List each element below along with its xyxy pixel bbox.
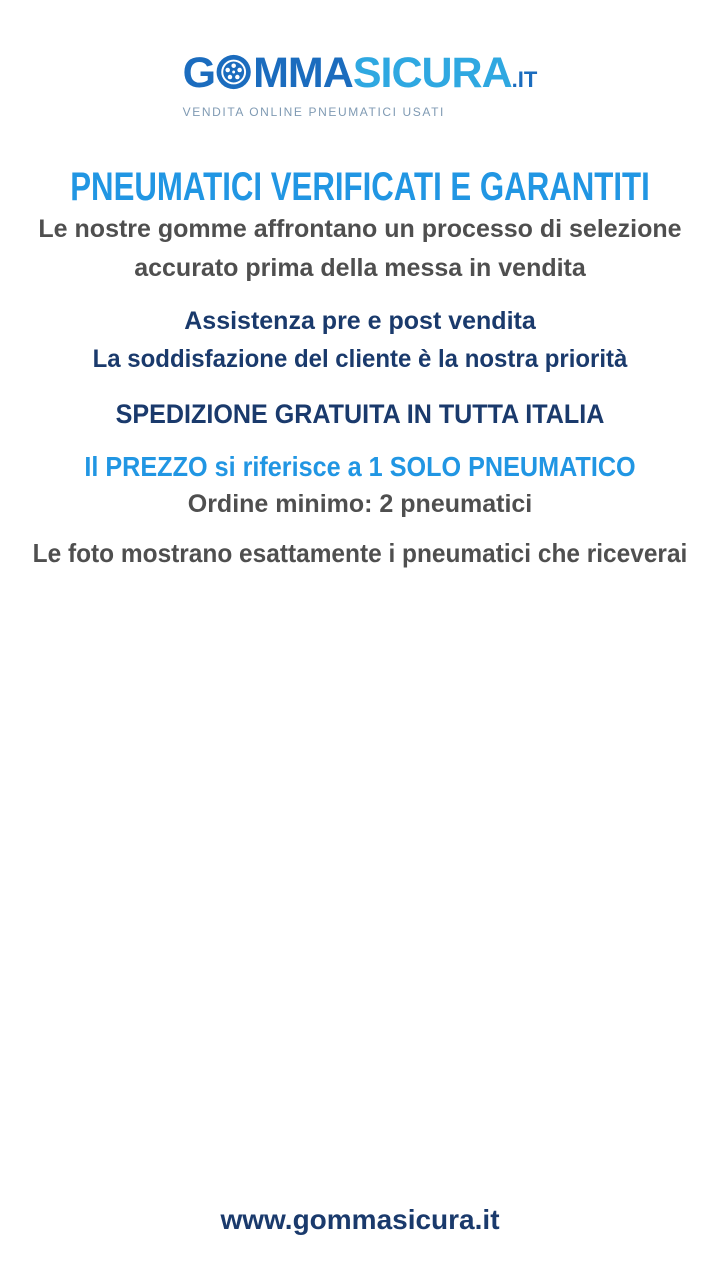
- logo-text-tld: .IT: [511, 67, 538, 92]
- selection-process-line2: accurato prima della messa in vendita: [134, 254, 586, 282]
- minimum-order-line: Ordine minimo: 2 pneumatici: [187, 490, 533, 518]
- assistance-line: Assistenza pre e post vendita: [184, 307, 536, 335]
- logo-wordmark: [183, 50, 538, 103]
- free-shipping-line: SPEDIZIONE GRATUITA IN TUTTA ITALIA: [115, 399, 605, 429]
- footer-website-url[interactable]: www.gommasicura.it: [220, 1204, 500, 1235]
- satisfaction-line: La soddisfazione del cliente è la nostra priorità: [92, 345, 628, 373]
- logo-text-sicura: SICURA: [352, 49, 512, 97]
- logo-tagline: VENDITA ONLINE PNEUMATICI USATI: [182, 105, 445, 119]
- logo-text-gomma-mma: MMA: [253, 49, 353, 97]
- headline-verified-guaranteed: PNEUMATICI VERIFICATI E GARANTITI: [70, 165, 650, 209]
- photos-note-line: Le foto mostrano esattamente i pneumatici che riceverai: [32, 538, 688, 568]
- logo[interactable]: [183, 50, 538, 119]
- price-note-line: Il PREZZO si riferisce a 1 SOLO PNEUMATICO: [84, 451, 636, 482]
- logo-text-gomma-g: G: [182, 49, 216, 97]
- tire-wheel-icon: [216, 53, 252, 99]
- selection-process-line1: Le nostre gomme affrontano un processo di selezione: [38, 215, 682, 243]
